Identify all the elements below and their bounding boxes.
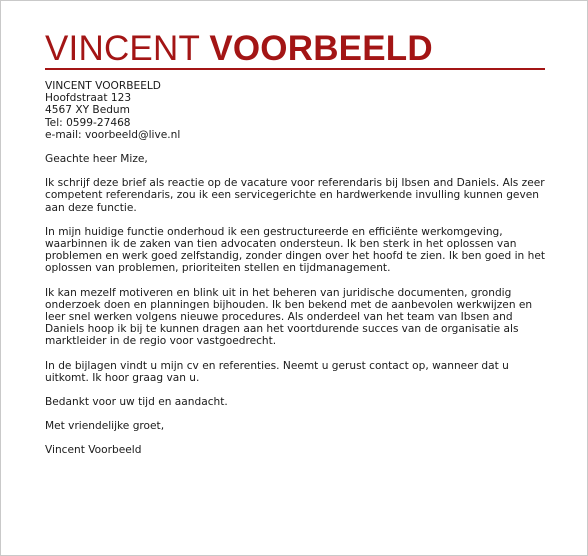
header-first-name: VINCENT: [45, 29, 200, 68]
header-last-name: VOORBEELD: [209, 29, 433, 68]
address-line: e-mail: voorbeeld@live.nl: [45, 128, 181, 141]
sender-address: [45, 80, 549, 141]
address-line: Hoofdstraat 123: [45, 92, 132, 105]
address-line: Tel: 0599-27468: [45, 116, 131, 129]
closing: Met vriendelijke groet,: [45, 420, 165, 433]
signature: Vincent Voorbeeld: [45, 444, 142, 457]
letter-header: [45, 29, 545, 69]
header-divider: [45, 68, 545, 70]
salutation: Geachte heer Mize,: [45, 153, 148, 166]
letter-body: [45, 80, 549, 469]
paragraph: Ik schrijf deze brief als reactie op de vacature voor referendaris bij Ibsen and Daniels. Als zeer competent referendaris, zou ik een servicegerichte en hardwerkende invulling kunnen geven aan deze functie.: [45, 177, 545, 214]
paragraph: In mijn huidige functie onderhoud ik een gestructureerde en efficiënte werkomgeving, waarbinnen ik de zaken van tien advocaten ondersteun. Ik ben sterk in het oplossen van problemen en werk goed zelfstandig, zonder dingen over het hoofd te zien. Ik ben goed in het oplossen van problemen, prioriteiten stellen en tijdmanagement.: [45, 225, 546, 275]
paragraph: In de bijlagen vindt u mijn cv en referenties. Neemt u gerust contact op, wanneer dat u uitkomt. Ik hoor graag van u.: [45, 359, 509, 384]
address-line: VINCENT VOORBEELD: [45, 80, 161, 92]
address-line: 4567 XY Bedum: [45, 104, 130, 117]
paragraph: Bedankt voor uw tijd en aandacht.: [45, 396, 228, 409]
paragraph: Ik kan mezelf motiveren en blink uit in het beheren van juridische documenten, grondig onderzoek doen en planningen bijhouden. Ik ben bekend met de aanbevolen werkwijzen en leer snel werken volgens nieuwe procedures. Als onderdeel van het team van Ibsen and Daniels hoop ik bij te kunnen dragen aan het voortdurende succes van de organisatie als marktleider in de regio voor vastgoedrecht.: [45, 286, 533, 348]
